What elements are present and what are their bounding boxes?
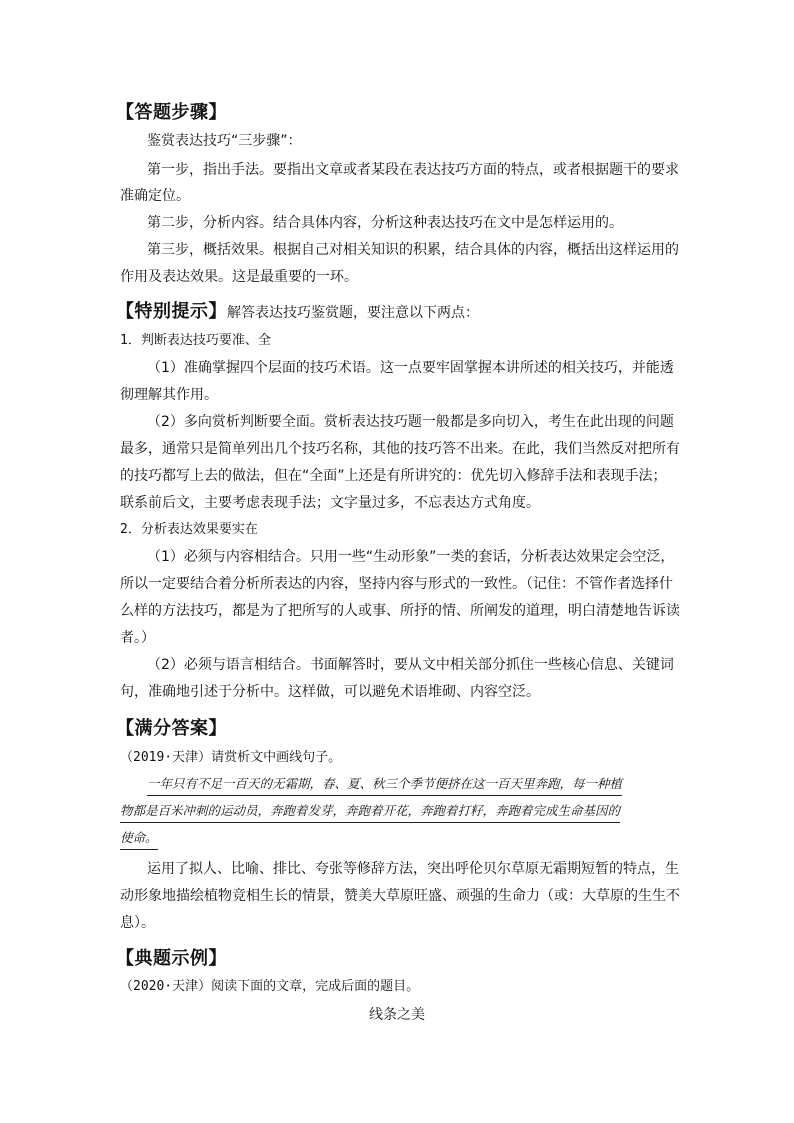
answer-text-line-1: 运用了拟人、比喻、排比、夸张等修辞方法，突出呼伦贝尔草原无霜期短暂的特点，生 — [147, 861, 679, 877]
steps-line-3-cont: 作用及表达效果。这是最重要的一环。 — [120, 269, 358, 285]
tip-2-1-cont-a: 所以一定要结合着分析所表达的内容，坚持内容与形式的一致性。（记住：不管作者选择什 — [120, 576, 673, 592]
tip-1-2-cont-b: 的技巧都写上去的做法，但在“全面”上还是有所讲究的：优先切入修辞手法和表现手法； — [120, 468, 667, 484]
tip-1-2-cont-a: 最多，通常只是简单列出几个技巧名称，其他的技巧答不出来。在此，我们当然反对把所有 — [120, 441, 680, 457]
answer-heading: 【满分答案】 — [116, 718, 227, 739]
tips-intro: 解答表达技巧鉴赏题，要注意以下两点： — [227, 305, 479, 321]
tip-1-1: （1）准确掌握四个层面的技巧术语。这一点要牢固掌握本讲所述的相关技巧，并能透 — [147, 360, 674, 376]
tip-1-1-cont: 彻理解其作用。 — [120, 387, 218, 403]
tip-2-1: （1）必须与内容相结合。只用一些“生动形象”一类的套话，分析表达效果定会空泛， — [147, 549, 675, 565]
steps-line-1-cont: 准确定位。 — [120, 188, 190, 204]
answer-quote-line-3: 使命。 — [120, 829, 158, 850]
tip-1-2-cont-c: 联系前后文，主要考虑表现手法；文字量过多，不忘表达方式角度。 — [120, 495, 540, 511]
tip-1-2: （2）多向赏析判断要全面。赏析表达技巧题一般都是多向切入，考生在此出现的问题 — [147, 414, 674, 430]
steps-heading: 【答题步骤】 — [116, 102, 227, 123]
tips-heading-row — [116, 297, 479, 323]
tips-heading: 【特别提示】 — [116, 301, 227, 322]
steps-intro: 鉴赏表达技巧“三步骤”： — [147, 133, 302, 149]
tip-point-1: 1．判断表达技巧要准、全 — [120, 333, 271, 348]
tip-2-2-cont: 句，准确地引述于分析中。这样做，可以避免术语堆砌、内容空泛。 — [120, 684, 540, 700]
answer-source: （2019·天津）请赏析文中画线句子。 — [120, 750, 342, 765]
answer-text-line-3: 息）。 — [120, 915, 155, 931]
answer-quote-line-1: 一年只有不足一百天的无霜期，春、夏、秋三个季节便挤在这一百天里奔跑，每一种植 — [147, 775, 622, 796]
example-heading: 【典题示例】 — [116, 948, 227, 969]
example-source: （2020·天津）阅读下面的文章，完成后面的题目。 — [120, 979, 420, 994]
article-title: 线条之美 — [369, 1007, 425, 1023]
tip-2-1-cont-c: 者。） — [120, 630, 155, 646]
tip-2-2: （2）必须与语言相结合。书面解答时，要从文中相关部分抓住一些核心信息、关键词 — [147, 657, 674, 673]
tip-2-1-cont-b: 么样的方法技巧，都是为了把所写的人或事、所抒的情、所阐发的道理，明白清楚地告诉读 — [120, 603, 680, 619]
steps-line-1: 第一步，指出手法。要指出文章或者某段在表达技巧方面的特点，或者根据题干的要求 — [147, 162, 679, 178]
answer-text-line-2: 动形象地描绘植物竞相生长的情景，赞美大草原旺盛、顽强的生命力（或：大草原的生生不 — [120, 888, 680, 904]
tip-point-2: 2．分析表达效果要实在 — [120, 522, 258, 537]
steps-line-3: 第三步，概括效果。根据自己对相关知识的积累，结合具体的内容，概括出这样运用的 — [147, 242, 679, 258]
steps-line-2: 第二步，分析内容。结合具体内容，分析这种表达技巧在文中是怎样运用的。 — [147, 215, 623, 231]
answer-quote-line-2: 物都是百米冲刺的运动员，奔跑着发芽，奔跑着开花，奔跑着打籽，奔跑着完成生命基因的 — [120, 802, 620, 823]
